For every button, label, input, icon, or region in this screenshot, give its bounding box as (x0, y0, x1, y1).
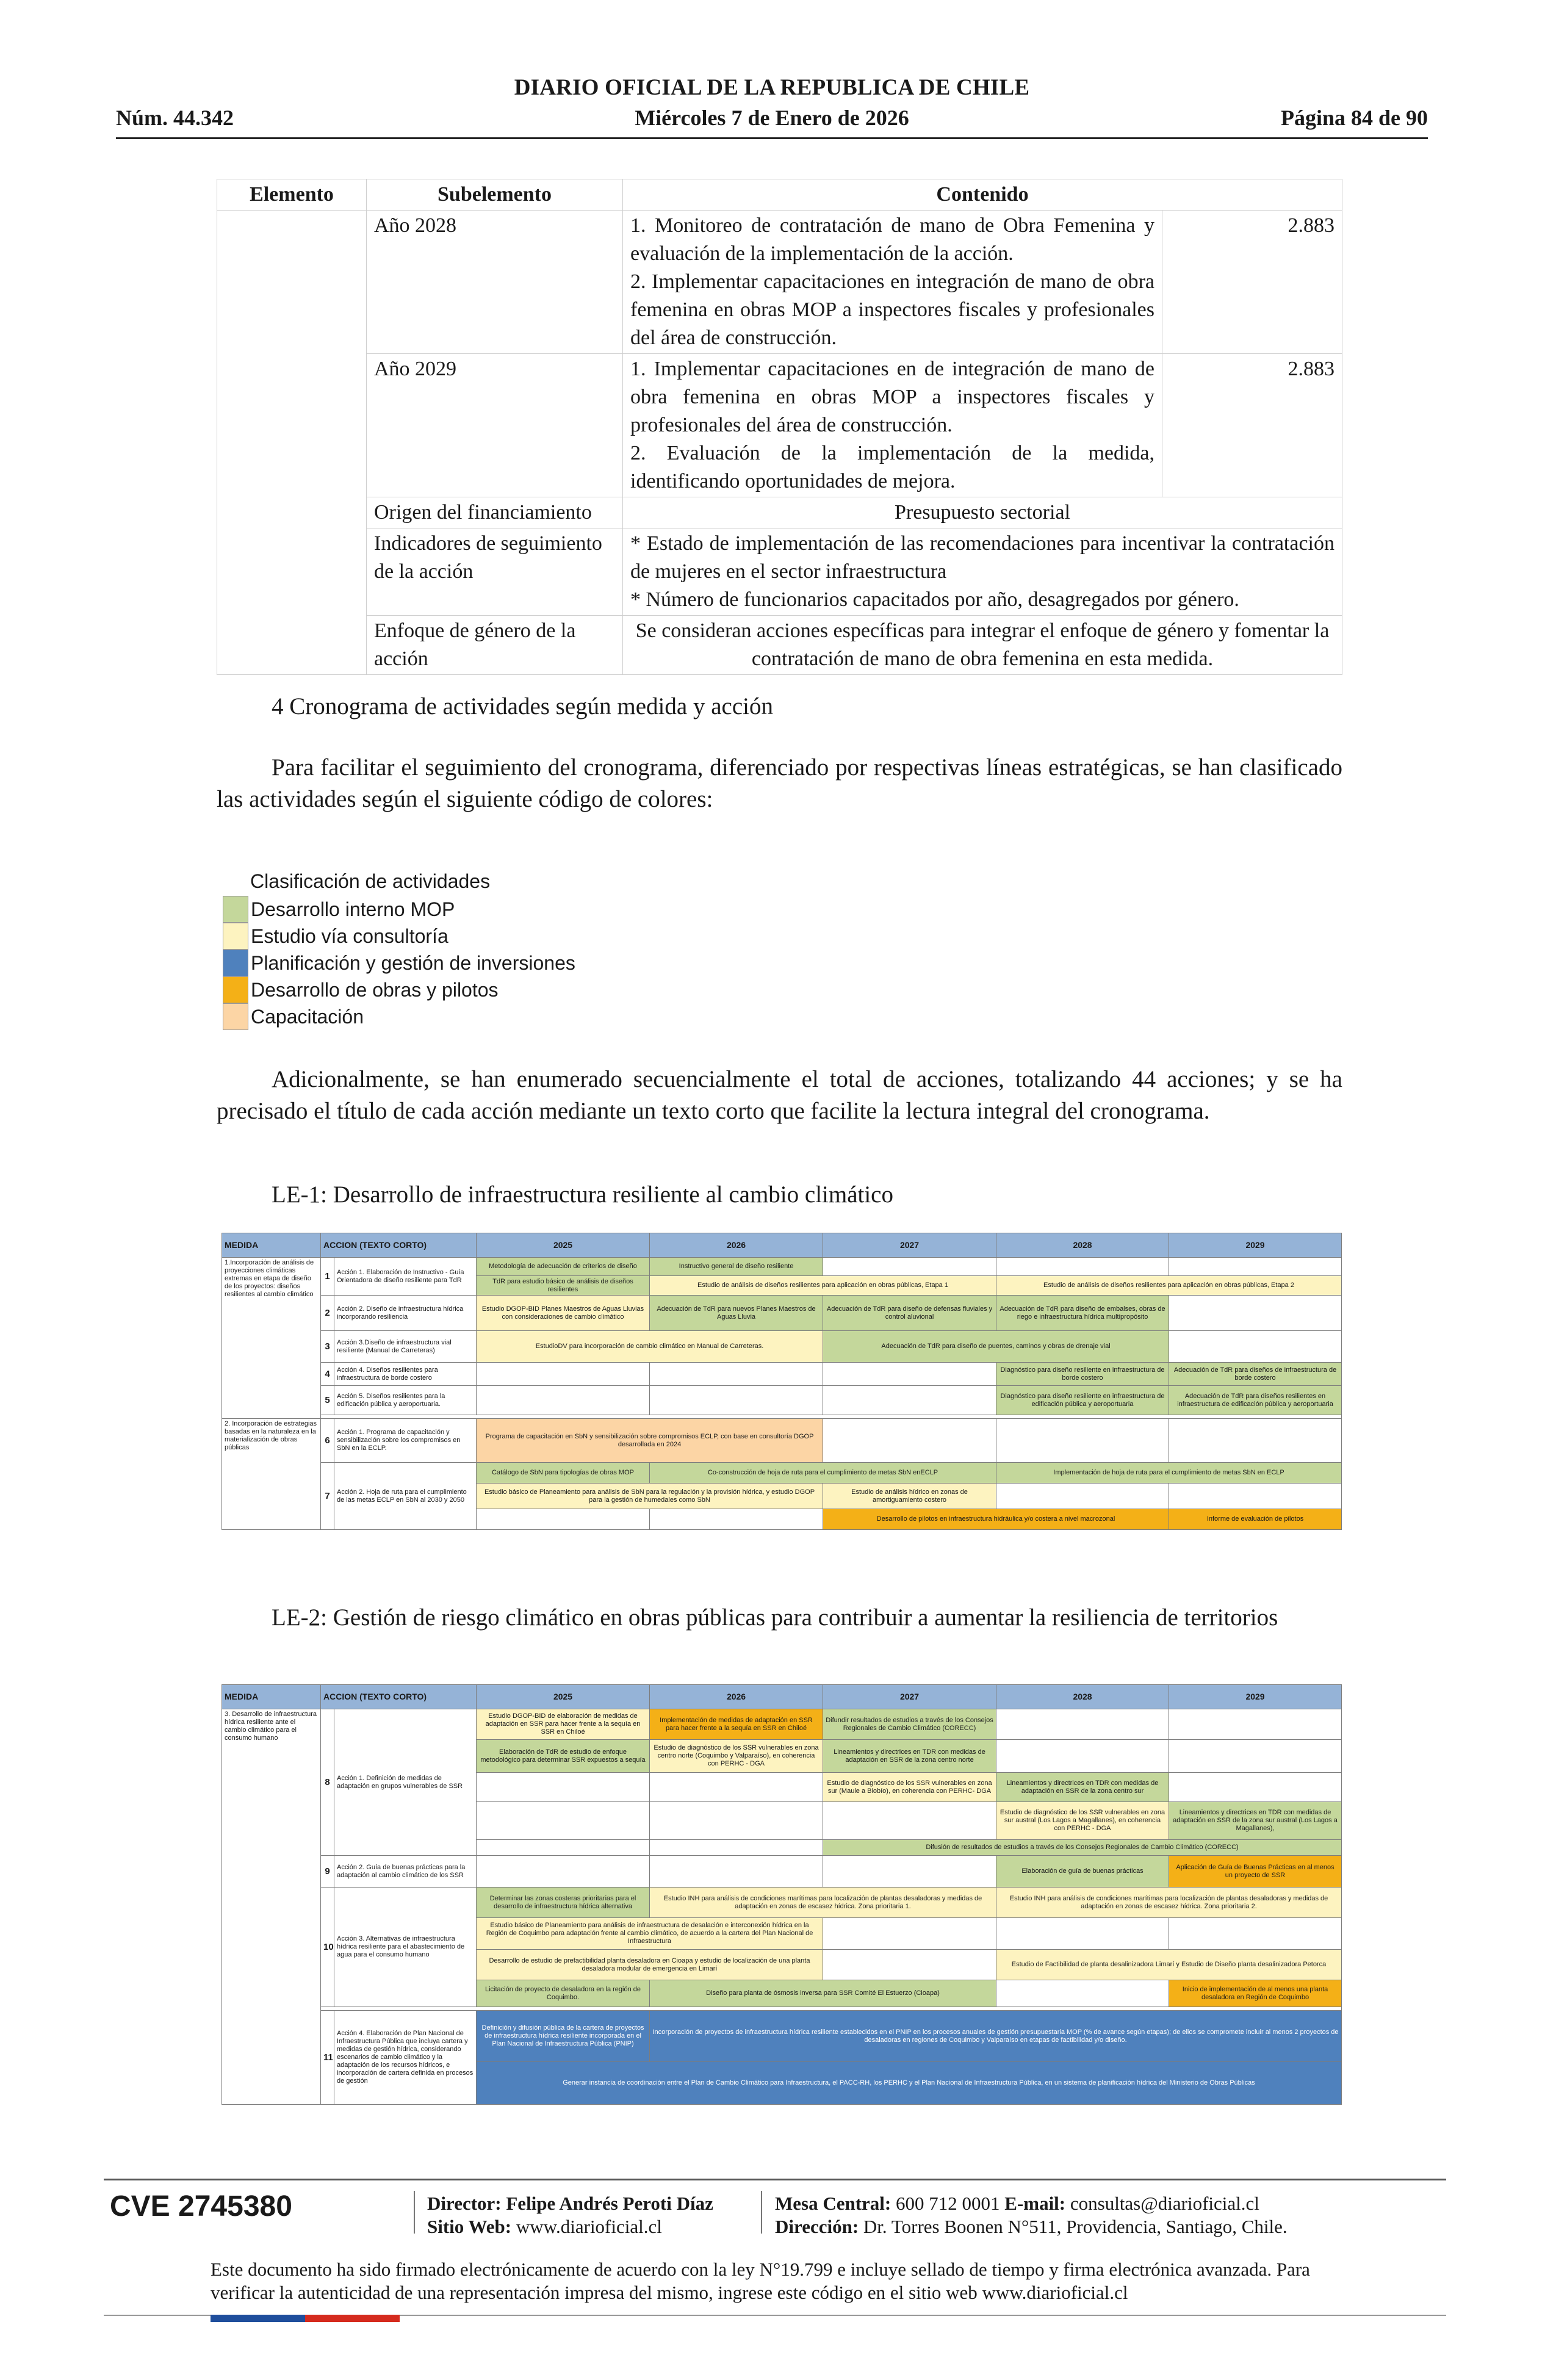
activity-cell: Co-construcción de hoja de ruta para el cumplimiento de metas SbN enECLP (650, 1463, 996, 1484)
schedule-row (222, 1331, 1342, 1363)
empty-cell (650, 1363, 823, 1386)
empty-cell (996, 1258, 1169, 1276)
activity-cell: Estudio básico de Planeamiento para análisis de infraestructura de desalación e interconexión hídrica en la Región de Coquimbo para adaptación frente al cambio climático, de acuerdo a la cartera del Plan Nacional de Infraestructura (477, 1918, 823, 1950)
issue-number: Núm. 44.342 (116, 106, 234, 130)
activity-cell: Estudio INH para análisis de condiciones marítimas para localización de plantas desaladoras y medidas de adaptación en zonas de escasez hídrica. Zona prioritaria 2. (996, 1888, 1342, 1918)
activity-cell: Aplicación de Guía de Buenas Prácticas en al menos un proyecto de SSR (1169, 1856, 1342, 1888)
activity-cell: Estudio de análisis de diseños resilientes para aplicación en obras públicas, Etapa 1 (650, 1276, 996, 1296)
le2-title: LE-2: Gestión de riesgo climático en obras públicas para contribuir a aumentar la resiliencia de territorios (272, 1604, 1278, 1631)
measure-cell: 1.Incorporación de análisis de proyecciones climáticas extremas en etapa de diseño de los proyectos: diseños resilientes al cambio climático (222, 1258, 321, 1419)
col-medida: MEDIDA (222, 1685, 321, 1709)
activity-cell: Implementación de medidas de adaptación en SSR para hacer frente a la sequía en SSR en Chiloé (650, 1709, 823, 1740)
action-cell: Acción 1. Programa de capacitación y sensibilización sobre los compromisos en SbN en la ECLP. (334, 1419, 477, 1463)
measure-cell: 2. Incorporación de estrategias basadas en la naturaleza en la materialización de obras públicas (222, 1419, 321, 1530)
empty-cell (1169, 1773, 1342, 1802)
activity-cell: Estudio de Factibilidad de planta desalinizadora Limarí y Estudio de Diseño planta desalinizadora Petorca (996, 1950, 1342, 1980)
email-link[interactable]: consultas@diarioficial.cl (1070, 2193, 1259, 2214)
table-row (217, 616, 1342, 675)
subelemento-cell: Indicadores de seguimiento de la acción (367, 528, 623, 616)
activity-cell: Licitación de proyecto de desaladora en la región de Coquimbo. (477, 1980, 650, 2007)
empty-cell (823, 1258, 996, 1276)
activity-cell: Generar instancia de coordinación entre el Plan de Cambio Climático para Infraestructura, el PACC-RH, los PERHC y el Plan Nacional de Infraestructura Pública, en un sistema de planificación hídrica del Ministerio de Obras Públicas (477, 2062, 1342, 2105)
subelemento-cell: Enfoque de género de la acción (367, 616, 623, 675)
action-number: 5 (321, 1386, 334, 1415)
activity-cell: Estudio de diagnóstico de los SSR vulnerables en zona sur austral (Los Lagos a Magallanes), en coherencia con PERHC - DGA (996, 1802, 1169, 1840)
col-year: 2029 (1169, 1233, 1342, 1258)
cve-code: CVE 2745380 (110, 2190, 292, 2223)
address-line: Dirección: Dr. Torres Boonen N°511, Providencia, Santiago, Chile. (775, 2216, 1288, 2237)
empty-cell (477, 1802, 650, 1840)
col-year: 2028 (996, 1685, 1169, 1709)
header-subelemento: Subelemento (367, 179, 623, 211)
phone-line: Mesa Central: 600 712 0001 E-mail: consultas@diarioficial.cl (775, 2193, 1259, 2214)
header-rule (116, 137, 1428, 139)
activity-cell: Adecuación de TdR para diseño de embalses, obras de riego e infraestructura hídrica multipropósito (996, 1296, 1169, 1331)
action-number: 6 (321, 1419, 334, 1463)
action-number: 9 (321, 1856, 334, 1888)
site-line: Sitio Web: www.diarioficial.cl (427, 2216, 662, 2237)
director-line: Director: Felipe Andrés Peroti Díaz (427, 2193, 713, 2214)
legend-item (223, 950, 575, 976)
subelemento-cell: Año 2028 (367, 211, 623, 354)
legend-swatch (223, 1003, 248, 1030)
col-year: 2027 (823, 1685, 996, 1709)
schedule-header-row (222, 1233, 1342, 1258)
activity-cell: Adecuación de TdR para diseño de puentes, caminos y obras de drenaje vial (823, 1331, 1169, 1363)
schedule-row (222, 1463, 1342, 1484)
footer-divider (761, 2191, 762, 2234)
activity-cell: EstudioDV para incorporación de cambio climático en Manual de Carreteras. (477, 1331, 823, 1363)
page-number: Página 84 de 90 (1280, 106, 1428, 130)
section-title: 4 Cronograma de actividades según medida y acción (272, 693, 773, 719)
activity-cell: Lineamientos y directrices en TDR con medidas de adaptación en SSR de la zona centro norte (823, 1740, 996, 1773)
empty-cell (1169, 1419, 1342, 1463)
flag-stripe-red (305, 2315, 400, 2322)
footer-director-block (427, 2192, 713, 2238)
legend-item (223, 923, 575, 950)
activity-cell: Estudio de análisis de diseños resilientes para aplicación en obras públicas, Etapa 2 (996, 1276, 1342, 1296)
col-year: 2025 (477, 1233, 650, 1258)
empty-cell (996, 1918, 1169, 1950)
amount-cell: 2.883 (1162, 354, 1342, 497)
action-cell: Acción 4. Elaboración de Plan Nacional de Infraestructura Pública que incluya cartera y medidas de gestión hídrica, considerando escenarios de cambio climático y la adaptación de los recursos hídricos, e incorporación de cartera definida en procesos de gestión (334, 2011, 477, 2105)
additional-paragraph: Adicionalmente, se han enumerado secuencialmente el total de acciones, totalizando 44 acciones; y se ha precisado el título de cada acción mediante un texto corto que facilite la lectura integral del cronograma. (217, 1066, 1342, 1124)
activity-cell: Difundir resultados de estudios a través de los Consejos Regionales de Cambio Climático (CORECC) (823, 1709, 996, 1740)
col-year: 2027 (823, 1233, 996, 1258)
activity-cell: Determinar las zonas costeras prioritarias para el desarrollo de infraestructura hídrica alternativa (477, 1888, 650, 1918)
col-year: 2028 (996, 1233, 1169, 1258)
le1-title: LE-1: Desarrollo de infraestructura resiliente al cambio climático (272, 1181, 893, 1208)
footer-contact-block (775, 2192, 1288, 2238)
schedule-row (222, 1888, 1342, 1918)
activity-cell: Instructivo general de diseño resiliente (650, 1258, 823, 1276)
activity-cell: Adecuación de TdR para diseño de defensas fluviales y control aluvional (823, 1296, 996, 1331)
col-year: 2029 (1169, 1685, 1342, 1709)
empty-cell (477, 1840, 650, 1856)
empty-cell (823, 1950, 996, 1980)
activity-cell: Elaboración de guía de buenas prácticas (996, 1856, 1169, 1888)
empty-cell (1169, 1740, 1342, 1773)
table-row (217, 497, 1342, 528)
action-cell: Acción 5. Diseños resilientes para la edificación pública y aeroportuaria. (334, 1386, 477, 1415)
empty-cell (650, 1856, 823, 1888)
activity-cell: Programa de capacitación en SbN y sensibilización sobre compromisos ECLP, con base en consultoría DGOP desarrollada en 2024 (477, 1419, 823, 1463)
col-accion: ACCION (TEXTO CORTO) (321, 1233, 477, 1258)
page-header (116, 74, 1428, 142)
table-header-row (217, 179, 1342, 211)
empty-cell (650, 1802, 823, 1840)
activity-cell: Estudio de diagnóstico de los SSR vulnerables en zona sur (Maule a Biobío), en coherencia con PERHC- DGA (823, 1773, 996, 1802)
legend-label: Estudio vía consultoría (251, 925, 448, 947)
empty-cell (996, 1980, 1169, 2007)
action-number: 7 (321, 1463, 334, 1530)
action-cell: Acción 1. Definición de medidas de adaptación en grupos vulnerables de SSR (334, 1709, 477, 1856)
empty-cell (477, 1363, 650, 1386)
contenido-cell: * Estado de implementación de las recomendaciones para incentivar la contratación de mujeres en el sector infraestructura * Número de funcionarios capacitados por año, desagregados por género. (623, 528, 1342, 616)
activity-cell: Elaboración de TdR de estudio de enfoque metodológico para determinar SSR expuestos a sequía (477, 1740, 650, 1773)
le2-schedule-table (222, 1684, 1342, 2105)
schedule-row (222, 1419, 1342, 1463)
intro-paragraph: Para facilitar el seguimiento del cronograma, diferenciado por respectivas líneas estratégicas, se han clasificado las actividades según el siguiente código de colores: (217, 754, 1342, 812)
measure-cell: 3. Desarrollo de infraestructura hídrica resiliente ante el cambio climático para el consumo humano (222, 1709, 321, 2105)
legend-swatch (223, 950, 248, 976)
activity-cell: Estudio DGOP-BID Planes Maestros de Aguas Lluvias con consideraciones de cambio climático (477, 1296, 650, 1331)
empty-cell (650, 1773, 823, 1802)
activity-cell: Diagnóstico para diseño resiliente en infraestructura de borde costero (996, 1363, 1169, 1386)
schedule-row (222, 1709, 1342, 1740)
activity-cell: Adecuación de TdR para diseños resilientes en infraestructura de edificación pública y aeroportuaria (1169, 1386, 1342, 1415)
flag-stripe-blue (211, 2315, 305, 2322)
activity-cell: Lineamientos y directrices en TDR con medidas de adaptación en SSR de la zona centro sur (996, 1773, 1169, 1802)
empty-cell (650, 1840, 823, 1856)
color-legend (223, 867, 575, 1030)
activity-cell: Estudio de diagnóstico de los SSR vulnerables en zona centro norte (Coquimbo y Valparaíso), en coherencia con PERHC - DGA (650, 1740, 823, 1773)
activity-cell: TdR para estudio básico de análisis de diseños resilientes (477, 1276, 650, 1296)
schedule-row (222, 1856, 1342, 1888)
legend-item (223, 976, 575, 1003)
legend-label: Capacitación (251, 1005, 364, 1028)
site-link[interactable]: www.diarioficial.cl (516, 2216, 662, 2237)
schedule-row (222, 1386, 1342, 1415)
activity-cell: Catálogo de SbN para tipologías de obras MOP (477, 1463, 650, 1484)
publication-title: DIARIO OFICIAL DE LA REPUBLICA DE CHILE (514, 75, 1030, 100)
legend-item (223, 1003, 575, 1030)
activity-cell: Implementación de hoja de ruta para el cumplimiento de metas SbN en ECLP (996, 1463, 1342, 1484)
schedule-row (222, 1258, 1342, 1276)
activity-cell: Adecuación de TdR para nuevos Planes Maestros de Aguas Lluvia (650, 1296, 823, 1331)
activity-cell: Adecuación de TdR para diseños de infraestructura de borde costero (1169, 1363, 1342, 1386)
action-cell: Acción 3. Alternativas de infraestructura hídrica resiliente para el abastecimiento de agua para el consumo humano (334, 1888, 477, 2007)
action-number: 8 (321, 1709, 334, 1856)
footer-divider (414, 2191, 415, 2234)
legend-swatch (223, 976, 248, 1003)
activity-cell: Definición y difusión pública de la cartera de proyectos de infraestructura hídrica resiliente incorporada en el Plan Nacional de Infraestructura Pública (PNIP) (477, 2011, 650, 2062)
contenido-cell: Se consideran acciones específicas para integrar el enfoque de género y fomentar la contratación de mano de obra femenina en esta medida. (623, 616, 1342, 675)
action-number: 11 (321, 2011, 334, 2105)
action-number: 3 (321, 1331, 334, 1363)
empty-cell (996, 1740, 1169, 1773)
action-cell: Acción 4. Diseños resilientes para infraestructura de borde costero (334, 1363, 477, 1386)
elemento-cell (217, 211, 367, 675)
empty-cell (650, 1509, 823, 1530)
empty-cell (996, 1484, 1169, 1509)
table-row (217, 211, 1342, 354)
action-detail-table (217, 179, 1342, 675)
empty-cell (823, 1419, 996, 1463)
contenido-cell: 1. Implementar capacitaciones en de integración de mano de obra femenina en obras MOP a inspectores fiscales y profesionales del área de construcción. 2. Evaluación de la implementación de la medida, identificando oportunidades de mejora. (623, 354, 1162, 497)
col-accion: ACCION (TEXTO CORTO) (321, 1685, 477, 1709)
empty-cell (823, 1363, 996, 1386)
activity-cell: Diseño para planta de ósmosis inversa para SSR Comité El Estuerzo (Cioapa) (650, 1980, 996, 2007)
legend-title: Clasificación de actividades (250, 870, 491, 892)
activity-cell: Diagnóstico para diseño resiliente en infraestructura de edificación pública y aeroportuaria (996, 1386, 1169, 1415)
activity-cell: Inicio de implementación de al menos una planta desaladora en Región de Coquimbo (1169, 1980, 1342, 2007)
legend-swatch (223, 923, 248, 950)
empty-cell (996, 1709, 1169, 1740)
col-year: 2026 (650, 1685, 823, 1709)
amount-cell: 2.883 (1162, 211, 1342, 354)
col-medida: MEDIDA (222, 1233, 321, 1258)
activity-cell: Estudio INH para análisis de condiciones marítimas para localización de plantas desaladoras y medidas de adaptación en zonas de escasez hídrica. Zona prioritaria 1. (650, 1888, 996, 1918)
empty-cell (996, 1419, 1169, 1463)
activity-cell: Estudio DGOP-BID de elaboración de medidas de adaptación en SSR para hacer frente a la sequía en SSR en Chiloé (477, 1709, 650, 1740)
col-year: 2026 (650, 1233, 823, 1258)
activity-cell: Informe de evaluación de pilotos (1169, 1509, 1342, 1530)
schedule-row (222, 2011, 1342, 2062)
action-number: 2 (321, 1296, 334, 1331)
activity-cell: Lineamientos y directrices en TDR con medidas de adaptación en SSR de la zona sur austral (Los Lagos a Magallanes), (1169, 1802, 1342, 1840)
legend-label: Planificación y gestión de inversiones (251, 951, 575, 974)
empty-cell (650, 1386, 823, 1415)
action-cell: Acción 3.Diseño de infraestructura vial resiliente (Manual de Carreteras) (334, 1331, 477, 1363)
empty-cell (823, 1856, 996, 1888)
subelemento-cell: Origen del financiamiento (367, 497, 623, 528)
empty-cell (1169, 1709, 1342, 1740)
legend-swatch (223, 896, 248, 923)
empty-cell (1169, 1918, 1342, 1950)
empty-cell (1169, 1484, 1342, 1509)
issue-date: Miércoles 7 de Enero de 2026 (635, 106, 909, 130)
empty-cell (1169, 1296, 1342, 1331)
activity-cell: Estudio básico de Planeamiento para análisis de SbN para la regulación y la provisión hídrica, y estudio DGOP para la gestión de humedales como SbN (477, 1484, 823, 1509)
legend-label: Desarrollo interno MOP (251, 898, 455, 920)
legal-notice: Este documento ha sido firmado electrónicamente de acuerdo con la ley N°19.799 e incluye sellado de tiempo y firma electrónica avanzada. Para verificar la autenticidad de una representación impresa del mismo, ingrese este código en el sitio web www.diarioficial.cl (211, 2259, 1310, 2303)
activity-cell: Metodología de adecuación de criterios de diseño (477, 1258, 650, 1276)
contenido-cell: 1. Monitoreo de contratación de mano de Obra Femenina y evaluación de la implementación de la acción. 2. Implementar capacitaciones en integración de mano de obra femenina en obras MOP a inspectores fiscales y profesionales del área de construcción. (623, 211, 1162, 354)
empty-cell (477, 1509, 650, 1530)
legend-item (223, 896, 575, 923)
activity-cell: Incorporación de proyectos de infraestructura hídrica resiliente establecidos en el PNIP en los procesos anuales de gestión presupuestaria MOP (% de avance según etapas); de ellos se compromete incluir al menos 2 proyectos de desaladoras en regiones de Coquimbo y Valparaíso en etapas de factibilidad y/o diseño. (650, 2011, 1342, 2062)
empty-cell (823, 1802, 996, 1840)
action-number: 10 (321, 1888, 334, 2007)
action-cell: Acción 2. Diseño de infraestructura hídrica incorporando resiliencia (334, 1296, 477, 1331)
empty-cell (823, 1386, 996, 1415)
empty-cell (477, 1856, 650, 1888)
schedule-row (222, 1363, 1342, 1386)
empty-cell (1169, 1331, 1342, 1363)
empty-cell (477, 1386, 650, 1415)
activity-cell: Difusión de resultados de estudios a través de los Consejos Regionales de Cambio Climático (CORECC) (823, 1840, 1342, 1856)
col-year: 2025 (477, 1685, 650, 1709)
table-row (217, 354, 1342, 497)
activity-cell: Desarrollo de estudio de prefactibilidad planta desaladora en Cioapa y estudio de localización de una planta desaladora modular de emergencia en Limarí (477, 1950, 823, 1980)
header-elemento: Elemento (217, 179, 367, 211)
legend-label: Desarrollo de obras y pilotos (251, 978, 499, 1001)
table-row (217, 528, 1342, 616)
le1-schedule-table (222, 1233, 1342, 1530)
action-cell: Acción 2. Hoja de ruta para el cumplimiento de las metas ECLP en SbN al 2030 y 2050 (334, 1463, 477, 1530)
empty-cell (1169, 1258, 1342, 1276)
activity-cell: Desarrollo de pilotos en infraestructura hidráulica y/o costera a nivel macrozonal (823, 1509, 1169, 1530)
footer-rule (104, 2179, 1446, 2180)
empty-cell (477, 1773, 650, 1802)
schedule-row (222, 1296, 1342, 1331)
contenido-cell: Presupuesto sectorial (623, 497, 1342, 528)
schedule-header-row (222, 1685, 1342, 1709)
action-number: 4 (321, 1363, 334, 1386)
activity-cell: Estudio de análisis hídrico en zonas de amortiguamiento costero (823, 1484, 996, 1509)
action-number: 1 (321, 1258, 334, 1296)
header-contenido: Contenido (623, 179, 1342, 211)
action-cell: Acción 2. Guía de buenas prácticas para la adaptación al cambio climático de los SSR (334, 1856, 477, 1888)
empty-cell (823, 1918, 996, 1950)
action-cell: Acción 1. Elaboración de Instructivo - Guía Orientadora de diseño resiliente para TdR (334, 1258, 477, 1296)
subelemento-cell: Año 2029 (367, 354, 623, 497)
